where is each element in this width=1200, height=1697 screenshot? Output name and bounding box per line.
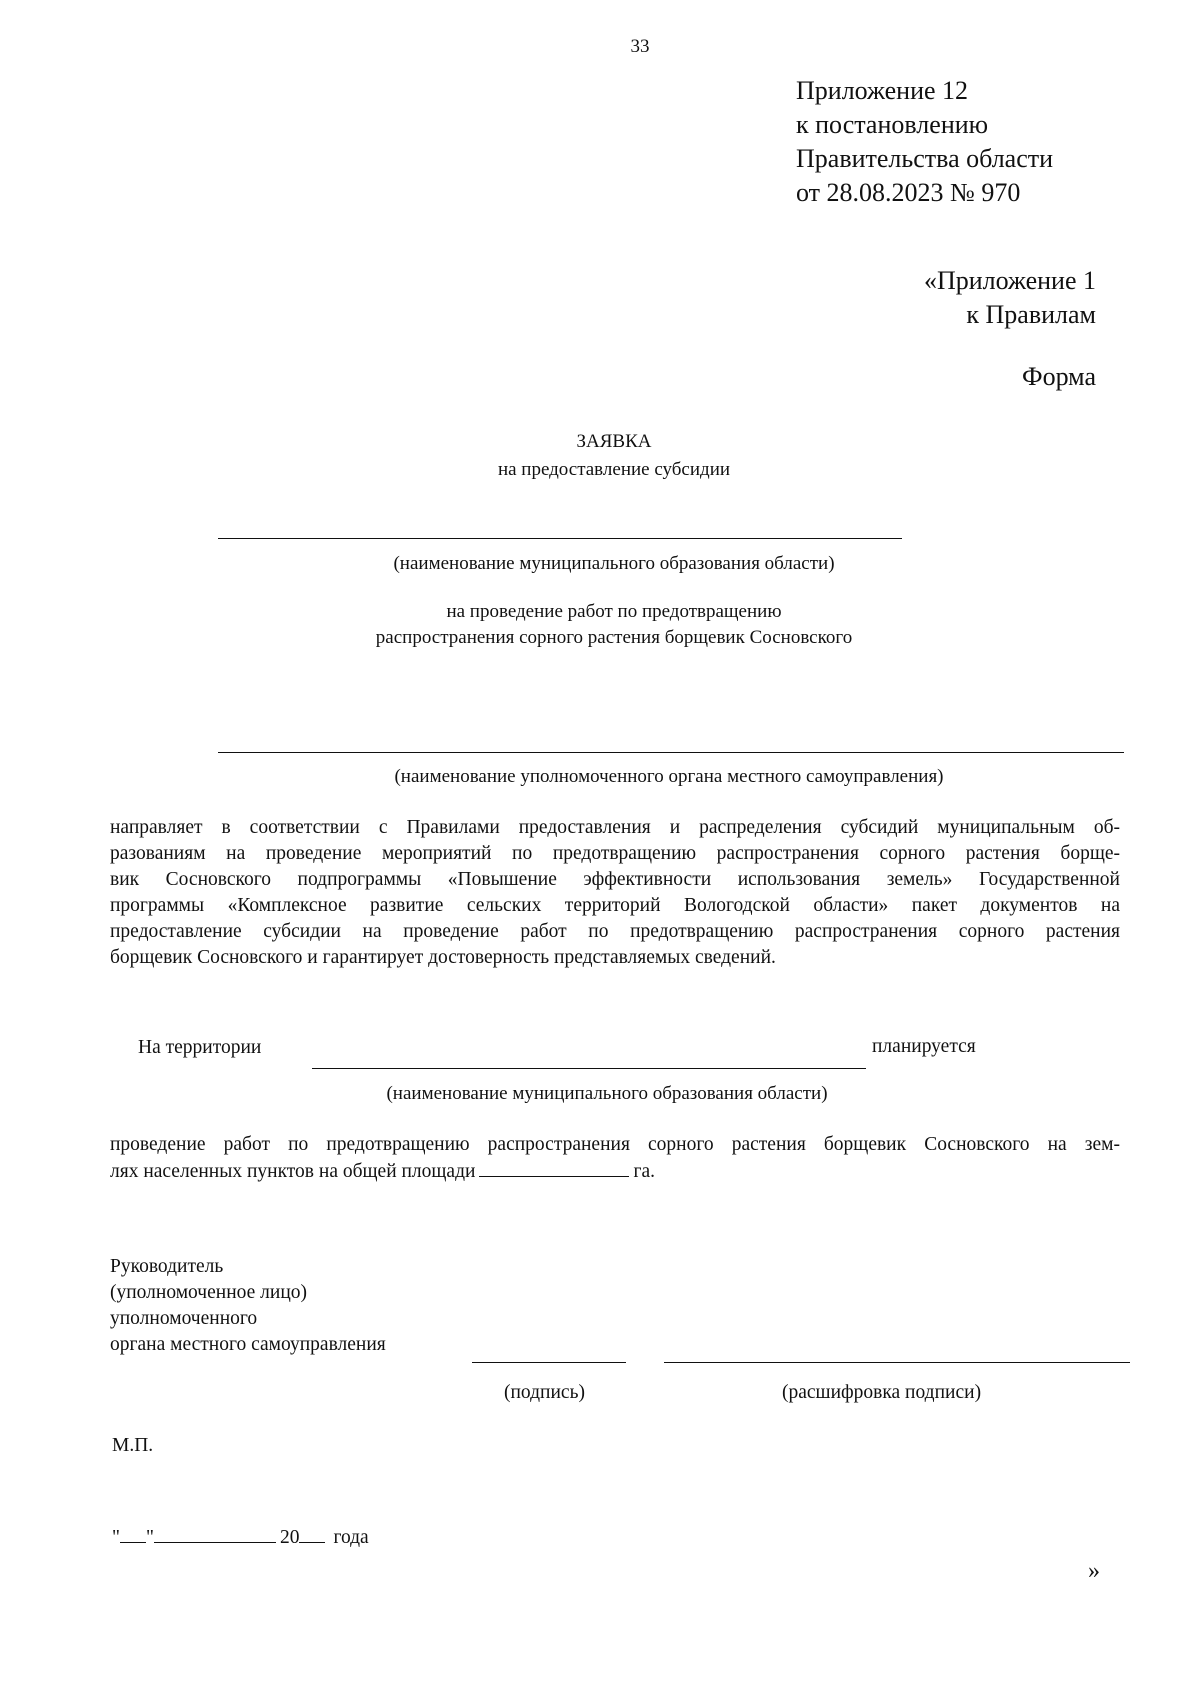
area-paragraph-line — [110, 1158, 1120, 1185]
signatory-block — [110, 1254, 386, 1358]
document-subtitle: на предоставление субсидии — [497, 459, 731, 480]
day-blank — [120, 1526, 146, 1543]
area-blank — [479, 1158, 629, 1177]
closing-quote: » — [1088, 1558, 1100, 1584]
signature-hint: (подпись) — [504, 1382, 585, 1403]
sub-appendix-line: «Приложение 1 — [923, 266, 1096, 295]
sub-appendix-header — [924, 264, 1096, 332]
area-unit: га. — [633, 1161, 655, 1182]
appendix-header — [796, 74, 1053, 210]
signature-decryption-hint: (расшифровка подписи) — [782, 1382, 982, 1403]
appendix-header-line: к постановлению — [796, 110, 989, 139]
paragraph-line: предоставление субсидии на проведение работ по предотвращению распространения сорного растения — [110, 921, 1120, 942]
signatory-line: Руководитель — [110, 1256, 224, 1277]
signature-decryption-line — [664, 1362, 1130, 1363]
year-suffix: года — [333, 1527, 369, 1548]
municipality-name-line — [218, 538, 902, 539]
area-paragraph — [110, 1132, 1120, 1185]
signature-line — [472, 1362, 626, 1363]
authority-name-line — [218, 752, 1124, 753]
signatory-line: (уполномоченное лицо) — [110, 1282, 307, 1303]
territory-right-label: планируется — [872, 1036, 976, 1057]
appendix-header-line: Правительства области — [796, 144, 1054, 173]
paragraph-line: направляет в соответствии с Правилами предоставления и распределения субсидий муниципальным об- — [110, 817, 1120, 838]
paragraph-line: борщевик Сосновского и гарантирует достоверность представляемых сведений. — [110, 947, 776, 968]
year-prefix: 20 — [279, 1527, 300, 1548]
signatory-line: уполномоченного — [110, 1308, 258, 1329]
territory-left-label: На территории — [138, 1037, 262, 1058]
purpose-line: на проведение работ по предотвращению — [446, 601, 782, 622]
sub-appendix-line: к Правилам — [966, 300, 1096, 329]
stamp-label: М.П. — [112, 1435, 154, 1456]
territory-name-line — [312, 1068, 866, 1069]
area-paragraph-line: проведение работ по предотвращению распространения сорного растения борщевик Сосновского на зем- — [110, 1134, 1120, 1155]
date-quote-close: " — [145, 1527, 154, 1548]
date-quote-open: " — [112, 1527, 120, 1548]
month-blank — [154, 1526, 276, 1543]
page-number: 33 — [630, 36, 650, 57]
paragraph-line: программы «Комплексное развитие сельских территорий Вологодской области» пакет документов на — [110, 895, 1120, 916]
signatory-line: органа местного самоуправления — [110, 1334, 386, 1355]
paragraph-line: вик Сосновского подпрограммы «Повышение эффективности использования земель» Государственной — [110, 869, 1120, 890]
authority-name-hint: (наименование уполномоченного органа местного самоуправления) — [394, 766, 944, 787]
appendix-header-line: Приложение 12 — [796, 76, 969, 105]
form-label: Форма — [1022, 362, 1096, 391]
paragraph-line: разованиям на проведение мероприятий по предотвращению распространения сорного растения борще- — [110, 843, 1120, 864]
appendix-header-line: от 28.08.2023 № 970 — [796, 178, 1021, 207]
purpose-line: распространения сорного растения борщевик Сосновского — [375, 627, 853, 648]
year-blank — [299, 1526, 325, 1543]
date-line — [112, 1526, 369, 1549]
document-title: ЗАЯВКА — [576, 431, 652, 452]
main-paragraph — [110, 815, 1120, 971]
territory-name-hint: (наименование муниципального образования области) — [386, 1083, 828, 1104]
area-text-before: лях населенных пунктов на общей площади — [110, 1161, 476, 1182]
municipality-name-hint: (наименование муниципального образования области) — [393, 553, 835, 574]
